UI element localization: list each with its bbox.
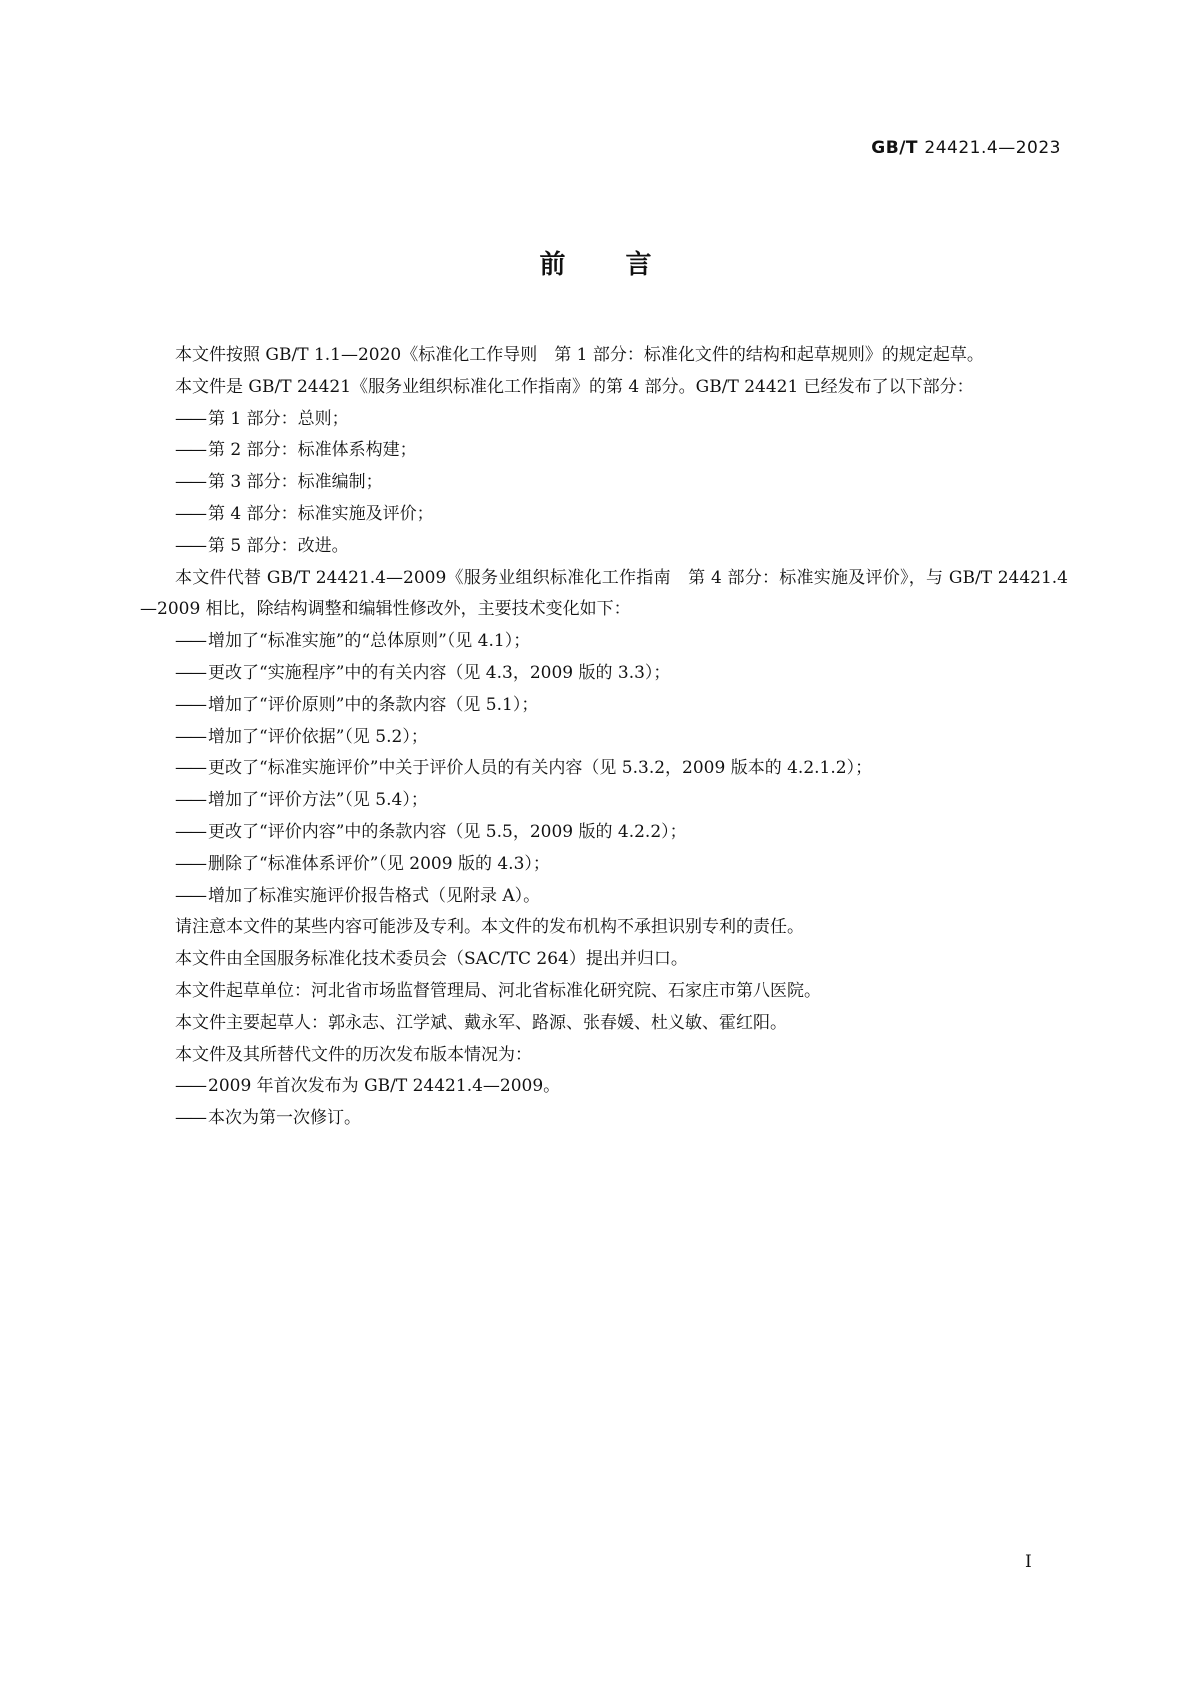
list-item-text: 增加了“评价依据”（见 5.2）； (208, 726, 428, 747)
list-dash: —— (175, 440, 205, 461)
list-dash: —— (175, 790, 205, 811)
list-item-text: 删除了“标准体系评价”（见 2009 版的 4.3）； (208, 853, 550, 874)
list-dash: —— (175, 853, 205, 874)
paragraph: 本文件由全国服务标准化技术委员会（SAC/TC 264）提出并归口。 (175, 949, 688, 970)
list-dash: —— (175, 631, 205, 652)
list-item (140, 722, 1068, 754)
list-item-text: 2009 年首次发布为 GB/T 24421.4—2009。 (208, 1076, 561, 1097)
list-item-text: 第 5 部分：改进。 (208, 535, 349, 556)
list-item (140, 626, 1068, 658)
standard-number: 24421.4—2023 (924, 138, 1061, 158)
list-item (140, 1103, 1068, 1135)
list-dash: —— (175, 1108, 205, 1129)
list-item (140, 1071, 1068, 1103)
paragraph: 本文件是 GB/T 24421《服务业组织标准化工作指南》的第 4 部分。GB/T 24421 已经发布了以下部分： (175, 376, 974, 397)
list-item-text: 增加了“标准实施”的“总体原则”（见 4.1）； (208, 631, 531, 652)
list-item-text: 增加了“评价原则”中的条款内容（见 5.1）； (208, 694, 539, 715)
list-item (140, 531, 1068, 563)
list-item-text: 更改了“标准实施评价”中关于评价人员的有关内容（见 5.3.2，2009 版本的 4.2.1.2）； (208, 758, 873, 779)
list-item-text: 本次为第一次修订。 (208, 1108, 361, 1129)
paragraph: 本文件代替 GB/T 24421.4—2009《服务业组织标准化工作指南 第 4 部分：标准实施及评价》，与 GB/T 24421.4—2009 相比，除结构调整和编辑性修改外，主要技术变化如下： (140, 567, 1068, 620)
list-dash: —— (175, 885, 205, 906)
paragraph: 请注意本文件的某些内容可能涉及专利。本文件的发布机构不承担识别专利的责任。 (175, 917, 804, 938)
list-dash: —— (175, 726, 205, 747)
list-item (140, 785, 1068, 817)
list-dash: —— (175, 408, 205, 429)
list-item-text: 增加了“评价方法”（见 5.4）； (208, 790, 428, 811)
list-dash: —— (175, 503, 205, 524)
list-item-text: 第 2 部分：标准体系构建； (208, 440, 417, 461)
list-item (140, 690, 1068, 722)
standard-code: GB/T (871, 138, 918, 158)
document-header (871, 138, 1061, 158)
list-item-text: 更改了“实施程序”中的有关内容（见 4.3，2009 版的 3.3）； (208, 662, 671, 683)
list-item-text: 增加了标准实施评价报告格式（见附录 A）。 (208, 885, 541, 906)
paragraph: 本文件主要起草人：郭永志、江学斌、戴永军、路源、张春媛、杜义敏、霍红阳。 (175, 1012, 787, 1033)
list-item (140, 881, 1068, 913)
list-item-text: 第 4 部分：标准实施及评价； (208, 503, 434, 524)
list-item-text: 第 1 部分：总则； (208, 408, 349, 429)
list-dash: —— (175, 662, 205, 683)
list-dash: —— (175, 472, 205, 493)
list-item (140, 658, 1068, 690)
paragraph: 本文件及其所替代文件的历次发布版本情况为： (175, 1044, 532, 1065)
list-dash: —— (175, 694, 205, 715)
list-dash: —— (175, 535, 205, 556)
list-item (140, 817, 1068, 849)
paragraph: 本文件起草单位：河北省市场监督管理局、河北省标准化研究院、石家庄市第八医院。 (175, 980, 821, 1001)
page-title: 前言 (539, 250, 712, 280)
list-item-text: 更改了“评价内容”中的条款内容（见 5.5，2009 版的 4.2.2）； (208, 821, 687, 842)
list-item (140, 499, 1068, 531)
list-dash: —— (175, 821, 205, 842)
page-number: I (1025, 1552, 1032, 1572)
list-item (140, 404, 1068, 436)
list-item (140, 467, 1068, 499)
list-item (140, 435, 1068, 467)
list-dash: —— (175, 758, 205, 779)
preface-body (140, 340, 1068, 1135)
list-dash: —— (175, 1076, 205, 1097)
paragraph: 本文件按照 GB/T 1.1—2020《标准化工作导则 第 1 部分：标准化文件的结构和起草规则》的规定起草。 (175, 345, 984, 365)
list-item (140, 849, 1068, 881)
list-item (140, 753, 1068, 785)
list-item-text: 第 3 部分：标准编制； (208, 472, 383, 493)
